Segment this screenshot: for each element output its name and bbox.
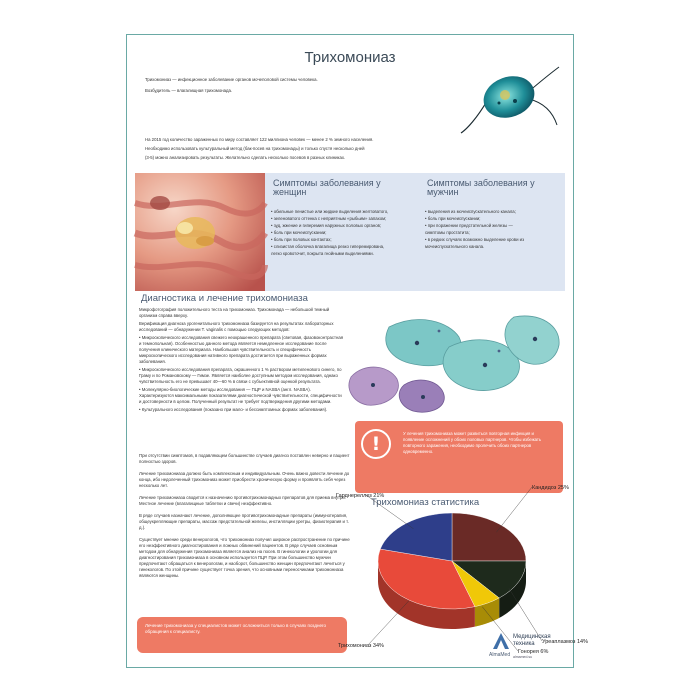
intro-line: (3-5) можно анализировать результаты. Желательно сделать несколько посевов в разных клиниках. (145, 155, 346, 160)
pie-leader-line-0 (496, 487, 532, 532)
list-item: • зуд, жжение и гиперемия наружных половых органов; (271, 223, 382, 228)
intro-line: Необходимо использовать культуральный метод (бак-посев на трихомонады) и только спустя несколько дней (145, 146, 365, 151)
pie-label-4: Гарднереллез 21% (336, 493, 385, 499)
pie-label-2: Гонорея 6% (518, 649, 549, 655)
paragraph: Лечение трихомониаза сводится к назначению противотрихомонадных препаратов для приема внутрь. Местное лечение (влагалищные таблетки и свечи) неэффективно. (139, 495, 346, 506)
list-item: • при поражении предстательной железы — (425, 223, 513, 228)
diagnosis-text (139, 307, 344, 415)
women-symptoms-heading: Симптомы заболевания у женщин (273, 178, 381, 197)
trichomonas-illustration (457, 63, 561, 135)
paragraph: При отсутствии симптомов, в подавляющем большинстве случаев диагноз поставлен неверно и пациент полностью здоров. (139, 453, 350, 464)
paragraph: Микрофотография положительного теста на трихомониаз. Трихомонада — небольшой темный организм справа вверху. (139, 307, 330, 318)
statistics-heading: Трихомониаз статистика (371, 497, 480, 508)
paragraph: Верификация диагноза урогенитального трихомониаза базируется на результатах лабораторных исследований — обнаружении T. vaginalis с помощью следующих методов: (139, 321, 334, 332)
poster-title: Трихомониаз (304, 49, 396, 66)
list-item: • выделения из мочеиспускательного канала; (425, 209, 516, 214)
symptoms-band (135, 173, 565, 291)
paragraph: В ряде случаев назначают лечение, дополняющее противотрихомонадные препараты (иммунотерапия, общеукрепляющие препараты, массаж предстательной железы, инстилляции уретры, физиотерапия и т. д.). (139, 513, 349, 530)
brand-name: AlmaMed (489, 652, 511, 658)
intro-line: Возбудитель — влагалищная трихомонада. (145, 88, 233, 93)
microscopy-cells-illustration (349, 307, 569, 417)
list-item: • обильные пенистые или жидкие выделения желтоватого, (271, 209, 389, 214)
pie-slice-0 (452, 513, 526, 561)
list-item: • в редких случаях возможно выделение крови из (425, 237, 525, 242)
brand-line: Медицинская (513, 634, 551, 640)
pie-label-3: Трихомониаз 34% (338, 643, 384, 649)
list-item: симптомы простатита; (425, 230, 470, 235)
paragraph: • Микроскопического исследования свежего неокрашенного препарата (световая, фазовоконтрастная и темнопольная). Особенностью данного метода является немедленное исследование после получения клинического материала. Наибольшая чувствительность и специфичность микроскопического исследования нативного препарата достигается при выраженных формах заболевания. (139, 335, 344, 364)
paragraph: • Микроскопического исследования препарата, окрашенного 1 % раствором метиленового синего, по Граму и по Романовскому — Гимзе. Является наиболее доступным методом исследования, однако чувствительность его не превышает 40—60 % в связи с субъективной оценкой результата. (139, 367, 342, 384)
intro-block (145, 77, 445, 99)
list-item: • боль при мочеиспускании; (271, 230, 327, 235)
pie-label-1: Уреаплазмоз 14% (542, 639, 588, 645)
paragraph: Лечение трихомониаза должно быть комплексным и индивидуальным. Очень важно довести лечение до конца, ибо недолеченный трихомониаз может приобрести хроническую форму и проявлять себя через несколько лет. (139, 471, 350, 488)
pie-top-layer (378, 513, 526, 609)
men-symptoms-heading: Симптомы заболевания у мужчин (427, 178, 535, 197)
men-symptoms-list (425, 209, 563, 251)
warning-callout-left: Лечение трихомониаза у специалистов может осложниться только в случаях позднего обращения к специалисту. (137, 617, 347, 653)
intro-line: На 2015 год количество зараженных по миру составляет 122 миллиона человек — менее 2 % земного населения. (145, 137, 374, 142)
paragraph: Существует мнение среди венерологов, что трихомониаз получил широкое распространение по причине его неэффективного диагностирования и ложных обвинений пациентов. В ряде случаев основным методом для обнаружения трихомониаза является анализ на посев. В гинекологии и урологии для диагностирования трихомониаза в основном используется ПЦР. При этом большинство мужчин предпочитают обращаться к венерологам, и наоборот, большинство женщин предпочитают лечиться у гинекологов. По этой причине существует точка зрения, что основными переносчиками трихомониаза являются женщины. (139, 537, 350, 578)
diagnosis-heading: Диагностика и лечение трихомониаза (141, 293, 308, 304)
intro-block-2 (145, 137, 545, 164)
almamed-logo (491, 631, 571, 663)
pie-leader-line-4 (366, 495, 413, 529)
women-symptoms-list (271, 209, 421, 258)
paragraph: • Молекулярно-биологические методы исследования — ПЦР и NASBA (англ. NASBA). Характеризуются максимальными показателями диагностической чувствительности, специфичности и достоверности в целом. Полученный результат не требует подтверждения другими методами. (139, 387, 342, 404)
almamed-logo-icon (491, 631, 511, 651)
paragraph: • Культурального исследования (показано при мало- и бессимптомных формах заболевания). (139, 407, 328, 412)
list-item: легко кровоточит, покрыта гнойными выделениями. (271, 251, 374, 256)
list-item: • боль при мочеиспускании; (425, 216, 481, 221)
poster (126, 34, 588, 668)
pie-label-0: Кандидоз 25% (532, 485, 569, 491)
list-item: • зеленоватого оттенка с неприятным «рыбьим» запахом; (271, 216, 387, 221)
brand-line: техника (513, 641, 535, 647)
pie-leader-line-3 (368, 601, 409, 645)
list-item: • боль при половых контактах; (271, 237, 332, 242)
brand-text (513, 634, 551, 648)
list-item: • слизистая оболочка влагалища резко гиперемирована, (271, 244, 385, 249)
list-item: мочеиспускательного канала. (425, 244, 485, 249)
brand-url: almamed.su (513, 655, 533, 659)
infection-illustration (135, 173, 265, 291)
intro-line: Трихомониаз — инфекционное заболевание органов мочеполовой системы человека. (145, 77, 318, 82)
warning-icon: ! (361, 429, 391, 459)
treatment-text (139, 453, 351, 585)
warning-text: У лечения трихомониаза может развиться повторная инфекция и появление осложнений у обоих половых партнеров. Чтобы избежать повторного заражения, необходимо пролечить обоих партнеров одновременно. (403, 431, 542, 454)
